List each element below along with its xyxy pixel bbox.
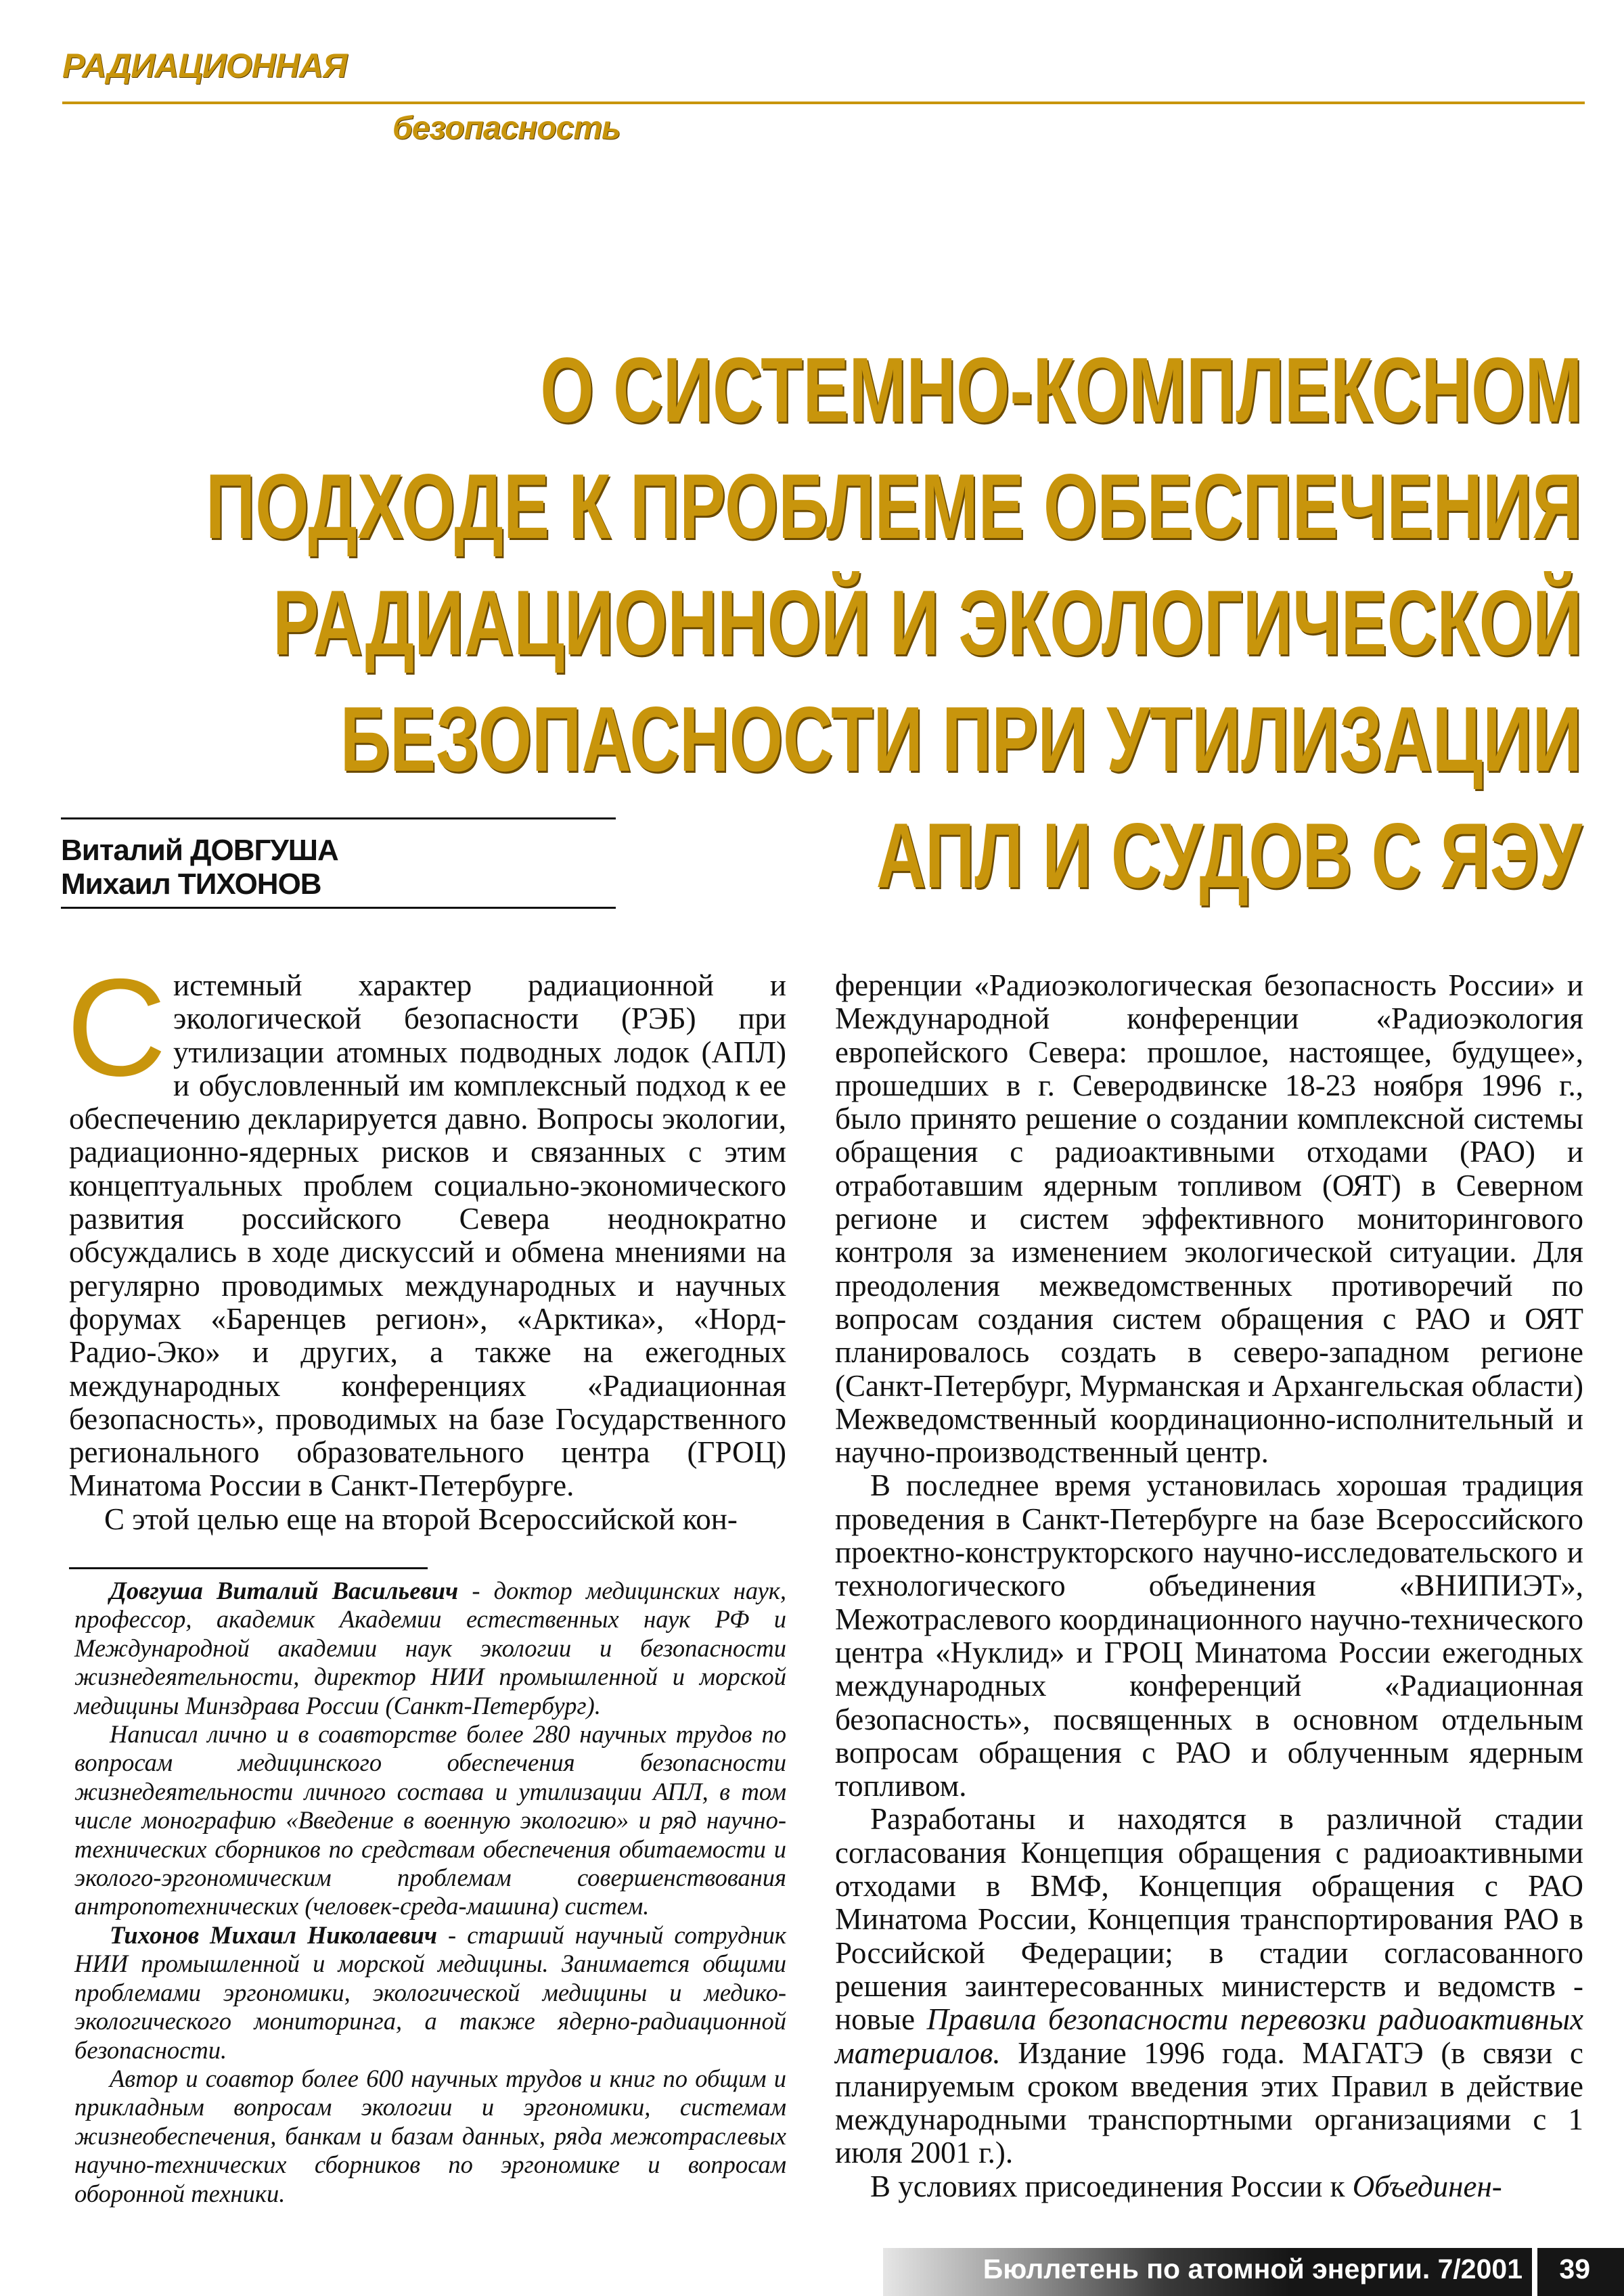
author-name: Михаил ТИХОНОВ — [61, 868, 321, 901]
article-title-line-5: АПЛ И СУДОВ С ЯЭУ — [876, 804, 1582, 907]
section-rule — [62, 102, 1585, 104]
footer-divider — [1532, 2248, 1537, 2296]
body-paragraph: В последнее время установилась хорошая традиция проведения в Санкт-Петербурге на базе Всероссийского проектно-конструкторского научно-исследовательского и технологического объединения «ВНИПИЭТ», Межотраслевого координационного научно-технического центра «Нуклид» и ГРОЦ Минатома России ежегодных международных конференций «Радиационная безопасность», посвященных в основном отдельным вопросам обращения с РАО и облученным ядерным топливом. — [835, 1468, 1583, 1803]
footnote-paragraph: Довгуша Виталий Васильевич - доктор медицинских наук, профессор, академик Академии естественных наук РФ и Международной академии наук экологии и безопасности жизнедеятельности, директор НИИ промышленной и морской медицины Минздрава России (Санкт-Петербург). — [74, 1577, 786, 1719]
article-title-line-2: ПОДХОДЕ К ПРОБЛЕМЕ ОБЕСПЕЧЕНИЯ — [206, 455, 1582, 558]
article-title-line-3: РАДИАЦИОННОЙ И ЭКОЛОГИЧЕСКОЙ — [272, 571, 1582, 674]
author-rule-bottom — [61, 907, 616, 909]
author-name: Виталий ДОВГУША — [61, 834, 338, 867]
footnote-paragraph: Автор и соавтор более 600 научных трудов и книг по общим и прикладным вопросам экологии и эргономики, системам жизнеобеспечения, банкам и базам данных, ряда межотраслевых научно-технических сборников по эргономике и вопросам оборонной техники. — [74, 2064, 786, 2207]
body-column-right — [835, 969, 1583, 2203]
section-label: РАДИАЦИОННАЯ — [62, 47, 347, 85]
drop-cap: С — [66, 950, 167, 1105]
body-paragraph: Разработаны и находятся в различной стадии согласования Концепция обращения с радиоактивными отходами в ВМФ, Концепция обращения с РАО Минатома России, Концепция транспортирования РАО в Российской Федерации; в стадии согласованного решения заинтересованных министерств и ведомств - новые Правила безопасности перевозки радиоактивных материалов. Издание 1996 года. МАГАТЭ (в связи с планируемым сроком введения этих Правил в действие международными транспортными организациями с 1 июля 2001 г.). — [835, 1802, 1583, 2170]
journal-issue: Бюллетень по атомной энергии. 7/2001 — [983, 2253, 1522, 2284]
article-title-line-1: О СИСТЕМНО-КОМПЛЕКСНОМ — [539, 338, 1582, 441]
footnote-rule — [69, 1567, 428, 1569]
body-paragraph: Системный характер радиационной и экологической безопасности (РЭБ) при утилизации атомных подводных лодок (АПЛ) и обусловленный им комплексный подход к ее обеспечению декларируется давно. Вопросы экологии, радиационно-ядерных рисков и связанных с этим концептуальных проблем социально-экономического развития российского Севера неоднократно обсуждались в ходе дискуссий и обмена мнениями на регулярно проводимых международных и научных форумах «Баренцев регион», «Арктика», «Норд-Радио-Эко» и других, а также на ежегодных международных конференциях «Радиационная безопасность», проводимых на базе Государственного регионального образовательного центра (ГРОЦ) Минатома России в Санкт-Петербурге. — [66, 950, 786, 1503]
footnote-paragraph: Написал лично и в соавторстве более 280 научных трудов по вопросам медицинского обеспечения безопасности жизнедеятельности личного состава и утилизации АПЛ, в том числе монографию «Введение в военную экологию» и ряд научно-технических сборников по средствам обеспечения обитаемости и эколого-эргономическим проблемам совершенствования антропотехнических (человек-среда-машина) систем. — [74, 1720, 786, 1920]
body-paragraph: ференции «Радиоэкологическая безопасность России» и Международной конференции «Радиоэкология европейского Севера: прошлое, настоящее, будущее», прошедших в г. Северодвинске 18-23 ноября 1996 г., было принято решение о создании комплексной системы обращения с радиоактивными отходами (РАО) и отработавшим ядерным топливом (ОЯТ) в Северном регионе и систем эффективного мониторингового контроля за изменением экологической ситуации. Для преодоления межведомственных противоречий по вопросам создания систем обращения с РАО и ОЯТ планировалось создать в северо-западном регионе (Санкт-Петербург, Мурманская и Архангельская области) Межведомственный координационно-исполнительный и научно-производственный центр. — [835, 968, 1583, 1470]
article-title-line-4: БЕЗОПАСНОСТИ ПРИ УТИЛИЗАЦИИ — [340, 688, 1582, 790]
body-paragraph: В условиях присоединения России к Объединен- — [870, 2169, 1502, 2203]
footnote-author-name: Довгуша Виталий Васильевич — [110, 1577, 459, 1604]
page-number: 39 — [1559, 2253, 1590, 2284]
footnote-author-name: Тихонов Михаил Николаевич — [110, 1920, 438, 1949]
body-paragraph: С этой целью еще на второй Всероссийской кон- — [104, 1502, 738, 1536]
section-sublabel: безопасность — [392, 110, 621, 146]
footnote-paragraph: Тихонов Михаил Николаевич - старший научный сотрудник НИИ промышленной и морской медицины. Занимается общими проблемами эргономики, экологической медицины и медико-экологического мониторинга, а также ядерно-радиационной безопасности. — [74, 1920, 787, 2064]
author-rule-top — [61, 817, 616, 819]
author-footnotes — [74, 1577, 786, 2208]
body-column-left — [66, 950, 786, 1536]
